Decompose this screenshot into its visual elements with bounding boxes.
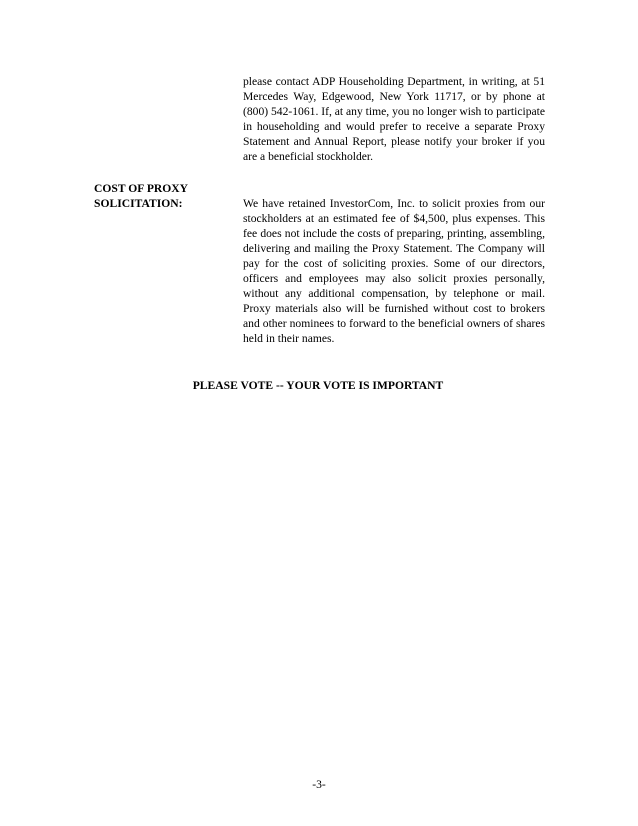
text-line: delivering and mailing the Proxy Statement. The Company will xyxy=(243,242,545,255)
text-line: please contact ADP Householding Department, in writing, at 51 xyxy=(243,75,545,88)
text-line: fee does not include the costs of preparing, printing, assembling, xyxy=(243,227,545,240)
text-line: Mercedes Way, Edgewood, New York 11717, or by phone at xyxy=(243,90,545,103)
text-line: in householding and would prefer to receive a separate Proxy xyxy=(243,120,545,133)
text-line: pay for the cost of soliciting proxies. Some of our directors, xyxy=(243,257,545,270)
page-number: -3- xyxy=(312,778,326,791)
text-line: are a beneficial stockholder. xyxy=(243,150,374,163)
vote-notice-text: PLEASE VOTE -- YOUR VOTE IS IMPORTANT xyxy=(192,379,444,392)
text-line: stockholders at an estimated fee of $4,500, plus expenses. This xyxy=(243,212,545,225)
text-line: without any additional compensation, by telephone or mail. xyxy=(243,287,545,300)
vote-notice xyxy=(0,378,638,393)
text-line: officers and employees may also solicit proxies personally, xyxy=(243,272,545,285)
text-line: and other nominees to forward to the beneficial owners of shares xyxy=(243,317,545,330)
section-heading-line: SOLICITATION: xyxy=(94,197,183,210)
text-line: held in their names. xyxy=(243,332,335,345)
text-line: (800) 542-1061. If, at any time, you no longer wish to participate xyxy=(243,105,546,118)
text-line: Proxy materials also will be furnished without cost to brokers xyxy=(243,302,545,315)
section-heading-line: COST OF PROXY xyxy=(94,182,189,195)
text-line: We have retained InvestorCom, Inc. to solicit proxies from our xyxy=(243,197,545,210)
text-line: Statement and Annual Report, please notify your broker if you xyxy=(243,135,545,148)
